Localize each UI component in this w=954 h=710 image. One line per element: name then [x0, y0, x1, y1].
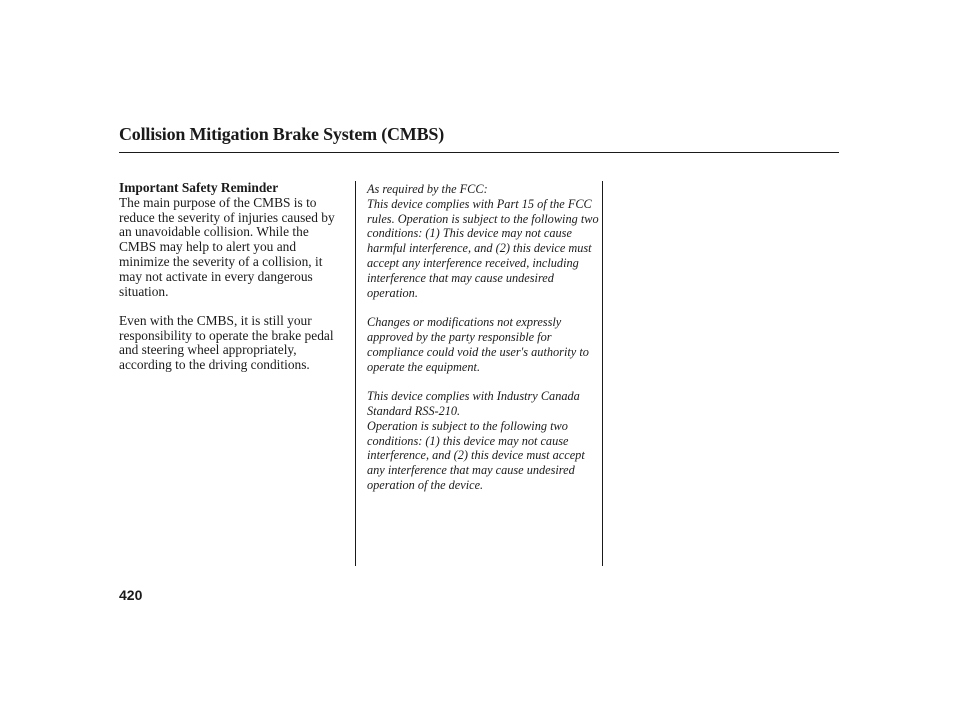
cmbs-purpose-paragraph: The main purpose of the CMBS is to reduce the severity of injuries caused by an unavoidable collision. While the CMBS may help to alert you and minimize the severity of a collision, it may not activate in every dangerous situation.	[119, 194, 335, 299]
modifications-warning-text: Changes or modifications not expressly approved by the party responsible for compliance could void the user's authority to operate the equipment.	[367, 315, 589, 374]
fcc-compliance-text: This device complies with Part 15 of the FCC rules. Operation is subject to the following two conditions: (1) This device may not cause harmful interference, and (2) this device must accept any interference received, including interference that may cause undesired operation.	[367, 196, 599, 300]
page-number: 420	[119, 587, 143, 603]
operation-conditions-text: Operation is subject to the following two conditions: (1) this device may not cause interference, and (2) this device must accept any interference that may cause undesired operation of the device.	[367, 418, 585, 492]
fcc-heading: As required by the FCC:	[367, 182, 488, 196]
regulatory-notice-column	[367, 182, 599, 493]
driver-responsibility-paragraph: Even with the CMBS, it is still your responsibility to operate the brake pedal and steering wheel appropriately, according to the driving conditions.	[119, 312, 334, 373]
title-underline	[119, 152, 839, 153]
page-title: Collision Mitigation Brake System (CMBS)	[119, 124, 444, 144]
safety-reminder-heading: Important Safety Reminder	[119, 180, 279, 195]
column-divider-right	[602, 181, 603, 566]
industry-canada-text: This device complies with Industry Canada Standard RSS-210.	[367, 389, 580, 418]
column-divider-left	[355, 181, 356, 566]
safety-reminder-column	[119, 181, 347, 373]
